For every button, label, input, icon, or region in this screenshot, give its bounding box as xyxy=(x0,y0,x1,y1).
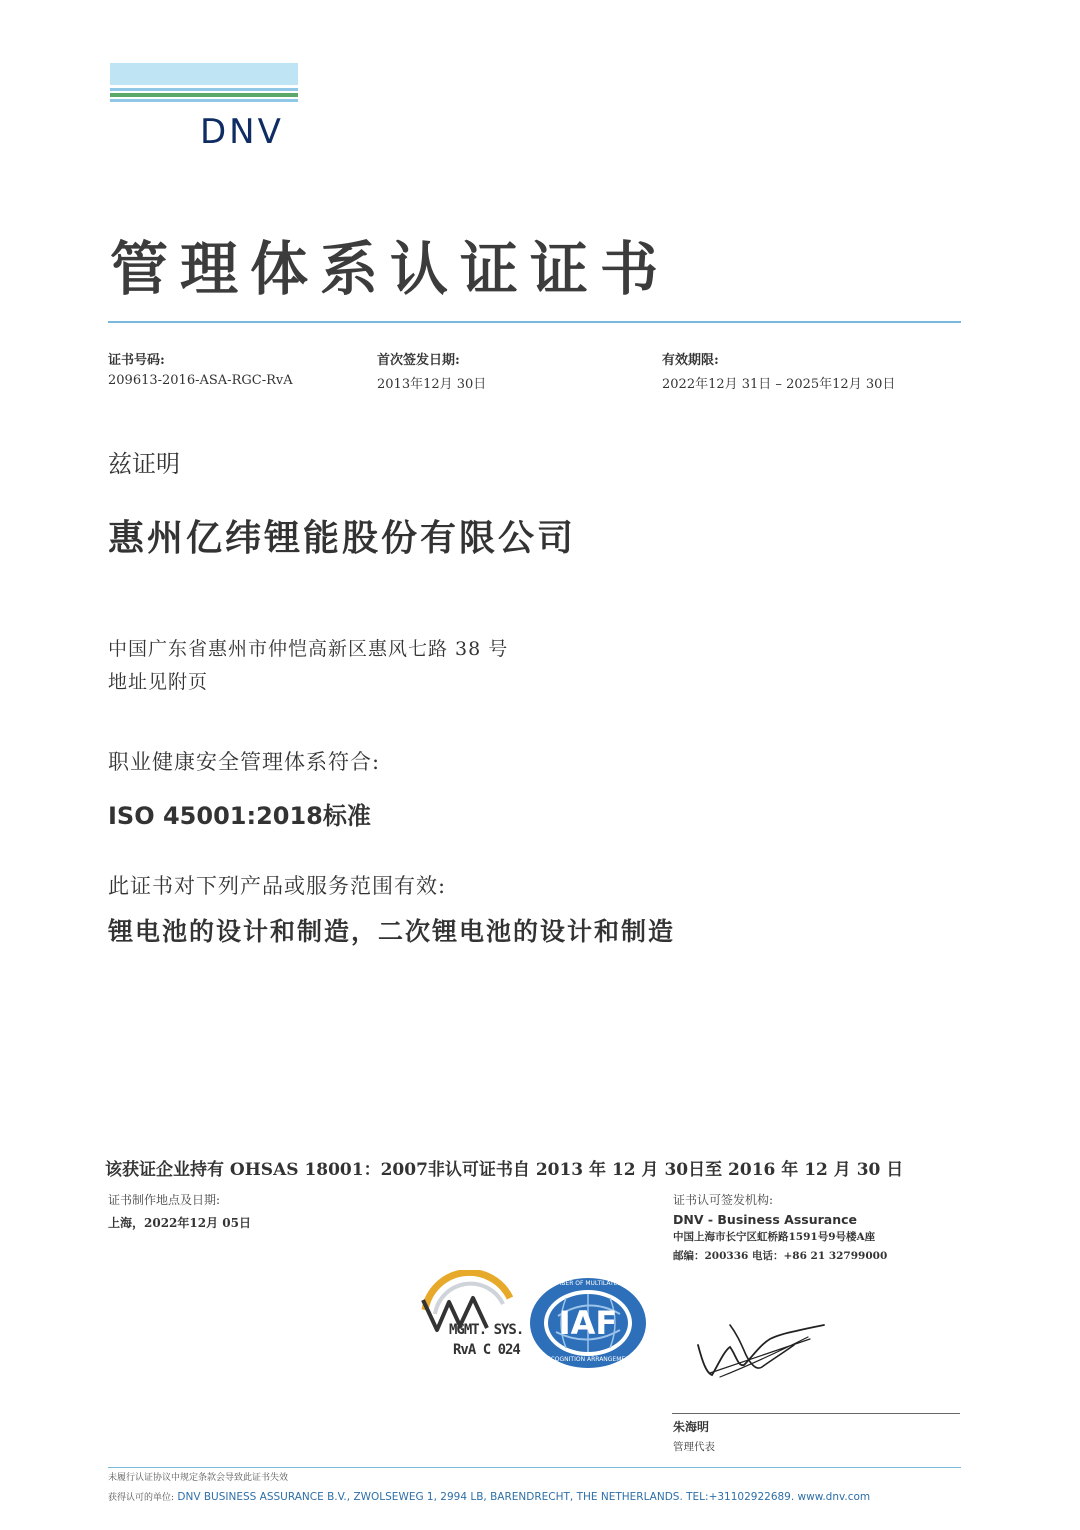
logo-band-green xyxy=(110,93,298,97)
cert-number: 209613-2016-ASA-RGC-RvA xyxy=(108,373,293,388)
address-appendix-note: 地址见附页 xyxy=(108,671,209,693)
header-divider xyxy=(108,321,961,323)
signatory-role: 管理代表 xyxy=(673,1441,715,1453)
validity-period: 2022年12月 31日 – 2025年12月 30日 xyxy=(662,377,896,392)
handwritten-signature-icon xyxy=(690,1315,830,1385)
certificate-title: 管理体系认证证书 xyxy=(110,235,671,303)
footer-accredited-prefix: 获得认可的单位: xyxy=(108,1493,175,1503)
issue-place-date-label: 证书制作地点及日期: xyxy=(108,1193,221,1207)
iaf-arc-top: MEMBER OF MULTILATERAL xyxy=(547,1280,629,1287)
first-issue-date: 2013年12月 30日 xyxy=(377,377,487,392)
logo-band-blue xyxy=(110,88,298,91)
footer-divider xyxy=(108,1467,961,1468)
ohsas-note: 该获证企业持有 OHSAS 18001：2007非认可证书自 2013 年 12 月 30日至 2016 年 12 月 30 日 xyxy=(105,1160,904,1180)
logo-band-blue-lower xyxy=(110,99,298,102)
logo-band-light-blue xyxy=(110,63,298,85)
issue-place-date: 上海，2022年12月 05日 xyxy=(108,1216,251,1230)
rva-line-1: MGMT. SYS. xyxy=(449,1322,524,1338)
certify-intro: 兹证明 xyxy=(108,450,180,478)
rva-line-2: RvA C 024 xyxy=(453,1342,520,1358)
iaf-mark xyxy=(528,1276,648,1370)
signature xyxy=(690,1315,830,1385)
first-issue-label: 首次签发日期: xyxy=(377,353,460,368)
scope-text: 锂电池的设计和制造，二次锂电池的设计和制造 xyxy=(108,917,676,946)
conformity-statement: 职业健康安全管理体系符合: xyxy=(108,750,381,774)
company-address: 中国广东省惠州市仲恺高新区惠风七路 38 号 xyxy=(108,638,509,660)
iaf-arc-bottom: RECOGNITION ARRANGEMENT xyxy=(542,1356,634,1363)
iaf-text: IAF xyxy=(558,1304,618,1342)
logo-text: DNV xyxy=(200,112,284,152)
signatory-name: 朱海明 xyxy=(673,1420,710,1434)
scope-intro: 此证书对下列产品或服务范围有效: xyxy=(108,874,447,898)
company-name: 惠州亿纬锂能股份有限公司 xyxy=(108,517,577,559)
validity-label: 有效期限: xyxy=(662,353,719,368)
signature-line xyxy=(672,1413,960,1414)
footer-accredited-unit xyxy=(108,1490,870,1503)
issuer-address: 中国上海市长宁区虹桥路1591号9号楼A座 xyxy=(673,1231,876,1243)
footer-validity-note: 未履行认证协议中规定条款会导致此证书失效 xyxy=(108,1473,289,1483)
issuer-contact: 邮编：200336 电话：+86 21 32799000 xyxy=(673,1250,888,1262)
footer-accredited-address: DNV BUSINESS ASSURANCE B.V., ZWOLSEWEG 1, 2994 LB, BARENDRECHT, THE NETHERLANDS. TEL:+31102922689. www.dnv.com xyxy=(177,1491,871,1503)
rva-accreditation-mark xyxy=(415,1270,530,1370)
issuer-name: DNV - Business Assurance xyxy=(673,1212,858,1227)
standard-name: ISO 45001:2018标准 xyxy=(108,802,371,830)
issuer-label: 证书认可签发机构: xyxy=(673,1193,774,1207)
cert-number-label: 证书号码: xyxy=(108,353,165,368)
